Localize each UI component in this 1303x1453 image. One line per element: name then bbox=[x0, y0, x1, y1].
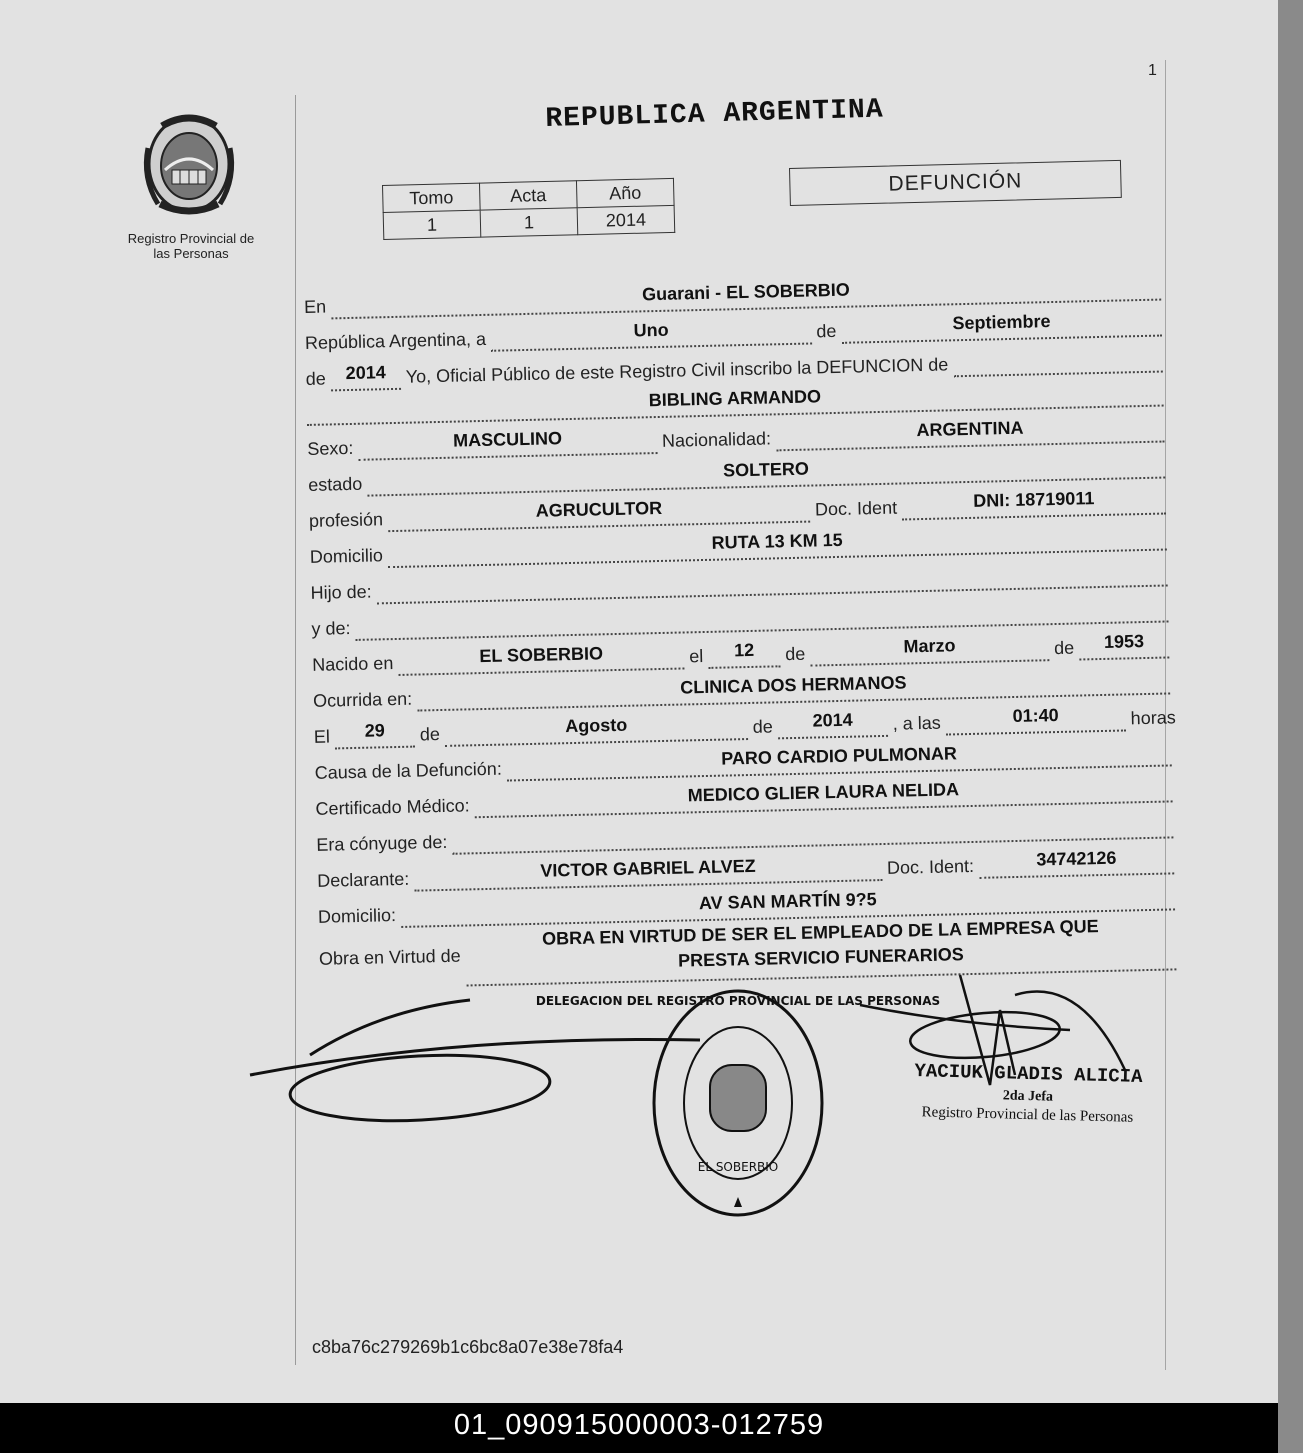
left-signature-icon bbox=[250, 1000, 700, 1127]
label-de: de bbox=[816, 320, 837, 342]
label-domicilio2: Domicilio: bbox=[317, 905, 397, 927]
label-nacionalidad: Nacionalidad: bbox=[661, 428, 772, 451]
label-a-las: , a las bbox=[892, 712, 941, 734]
stamp-city: EL SOBERBIO bbox=[697, 1160, 779, 1174]
label-horas: horas bbox=[1130, 707, 1176, 729]
field-declarante: VICTOR GABRIEL ALVEZ bbox=[414, 851, 882, 892]
field-nac-dia: 12 bbox=[708, 637, 781, 669]
document-hash: c8ba76c279269b1c6bc8a07e38e78fa4 bbox=[312, 1337, 624, 1357]
label-yo: Yo, Oficial Público de este Registro Civil inscribo la DEFUNCION de bbox=[405, 354, 949, 387]
label-doc-ident: Doc. Ident bbox=[814, 497, 898, 520]
record-type-box: DEFUNCIÓN bbox=[789, 160, 1122, 206]
label-de: de bbox=[419, 724, 441, 745]
label-conyuge: Era cónyuge de: bbox=[316, 831, 448, 855]
label-y-de: y de: bbox=[311, 618, 351, 639]
page-number: 1 bbox=[1148, 62, 1157, 79]
officer-office: Registro Provincial de las Personas bbox=[921, 1104, 1134, 1126]
officer-name: YACIUK GLADIS ALICIA bbox=[914, 1060, 1143, 1088]
field-estado: SOLTERO bbox=[367, 449, 1165, 497]
label-hijo-de: Hijo de: bbox=[310, 581, 372, 603]
field-lugar: Guarani - EL SOBERBIO bbox=[331, 271, 1161, 320]
footer-id-bar: 01_090915000003-012759 bbox=[0, 1403, 1278, 1453]
label-estado: estado bbox=[307, 473, 363, 495]
field-nac-anio: 1953 bbox=[1079, 628, 1170, 660]
acta-value: 1 bbox=[480, 208, 578, 237]
officer-block bbox=[907, 1060, 1149, 1127]
label-ocurrida-en: Ocurrida en: bbox=[312, 688, 413, 711]
label-sexo: Sexo: bbox=[307, 437, 354, 459]
field-dia: Uno bbox=[491, 315, 812, 352]
label-de: de bbox=[305, 368, 327, 389]
field-anio: 2014 bbox=[330, 360, 401, 392]
label-nacido-en: Nacido en bbox=[312, 653, 394, 675]
label-en: En bbox=[303, 296, 327, 317]
field-profesion: AGRUCULTOR bbox=[388, 493, 811, 533]
field-def-dia: 29 bbox=[335, 718, 416, 750]
field-obra: OBRA EN VIRTUD DE SER EL EMPLEADO DE LA EMPRESA QUE PRESTA SERVICIO FUNERARIOS bbox=[465, 912, 1176, 986]
label-certificado: Certificado Médico: bbox=[315, 795, 470, 819]
field-def-anio: 2014 bbox=[777, 707, 888, 739]
registro-label: Registro Provincial de las Personas bbox=[127, 231, 255, 261]
field-nac-mes: Marzo bbox=[810, 631, 1049, 666]
field-doc: DNI: 18719011 bbox=[902, 485, 1166, 521]
label-doc-ident2: Doc. Ident: bbox=[886, 855, 975, 878]
field-def-mes: Agosto bbox=[445, 710, 748, 747]
label-el: el bbox=[689, 646, 704, 667]
field-nacido-en: EL SOBERBIO bbox=[398, 639, 685, 675]
label-domicilio: Domicilio bbox=[309, 545, 384, 567]
field-certificado: MEDICO GLIER LAURA NELIDA bbox=[474, 772, 1172, 818]
label-obra: Obra en Virtud de bbox=[318, 945, 461, 969]
label-profesion: profesión bbox=[308, 509, 384, 531]
label-de: de bbox=[1053, 637, 1075, 659]
label-de: de bbox=[752, 716, 773, 737]
field-nombre: BIBLING ARMANDO bbox=[306, 377, 1163, 426]
field-def-hora: 01:40 bbox=[945, 701, 1126, 735]
label-causa: Causa de la Defunción: bbox=[314, 758, 503, 783]
officer-rank: 2da Jefa bbox=[1002, 1088, 1054, 1105]
anio-value: 2014 bbox=[577, 205, 675, 234]
field-domicilio: RUTA 13 KM 15 bbox=[387, 520, 1166, 568]
label-el-cap: El bbox=[313, 726, 331, 747]
acta-header: Acta bbox=[479, 181, 577, 210]
field-causa: PARO CARDIO PULMONAR bbox=[506, 736, 1171, 781]
field-declarante-domicilio: AV SAN MARTÍN 9?5 bbox=[401, 880, 1175, 928]
anio-header: Año bbox=[576, 178, 674, 207]
tomo-value: 1 bbox=[383, 210, 481, 239]
official-stamp-icon bbox=[535, 985, 941, 1221]
label-de: de bbox=[785, 643, 806, 665]
tomo-header: Tomo bbox=[383, 183, 481, 212]
document-title: REPUBLICA ARGENTINA bbox=[545, 94, 884, 135]
field-nacionalidad: ARGENTINA bbox=[776, 413, 1165, 452]
label-republica: República Argentina, a bbox=[304, 328, 487, 353]
field-ocurrida-en: CLINICA DOS HERMANOS bbox=[417, 664, 1170, 711]
label-declarante: Declarante: bbox=[316, 868, 410, 891]
stamp-text: DELEGACION DEL REGISTRO PROVINCIAL DE LAS PERSONAS bbox=[535, 994, 941, 1008]
field-sexo: MASCULINO bbox=[358, 424, 657, 461]
field-declarante-doc: 34742126 bbox=[979, 844, 1175, 878]
field-mes: Septiembre bbox=[841, 307, 1162, 344]
